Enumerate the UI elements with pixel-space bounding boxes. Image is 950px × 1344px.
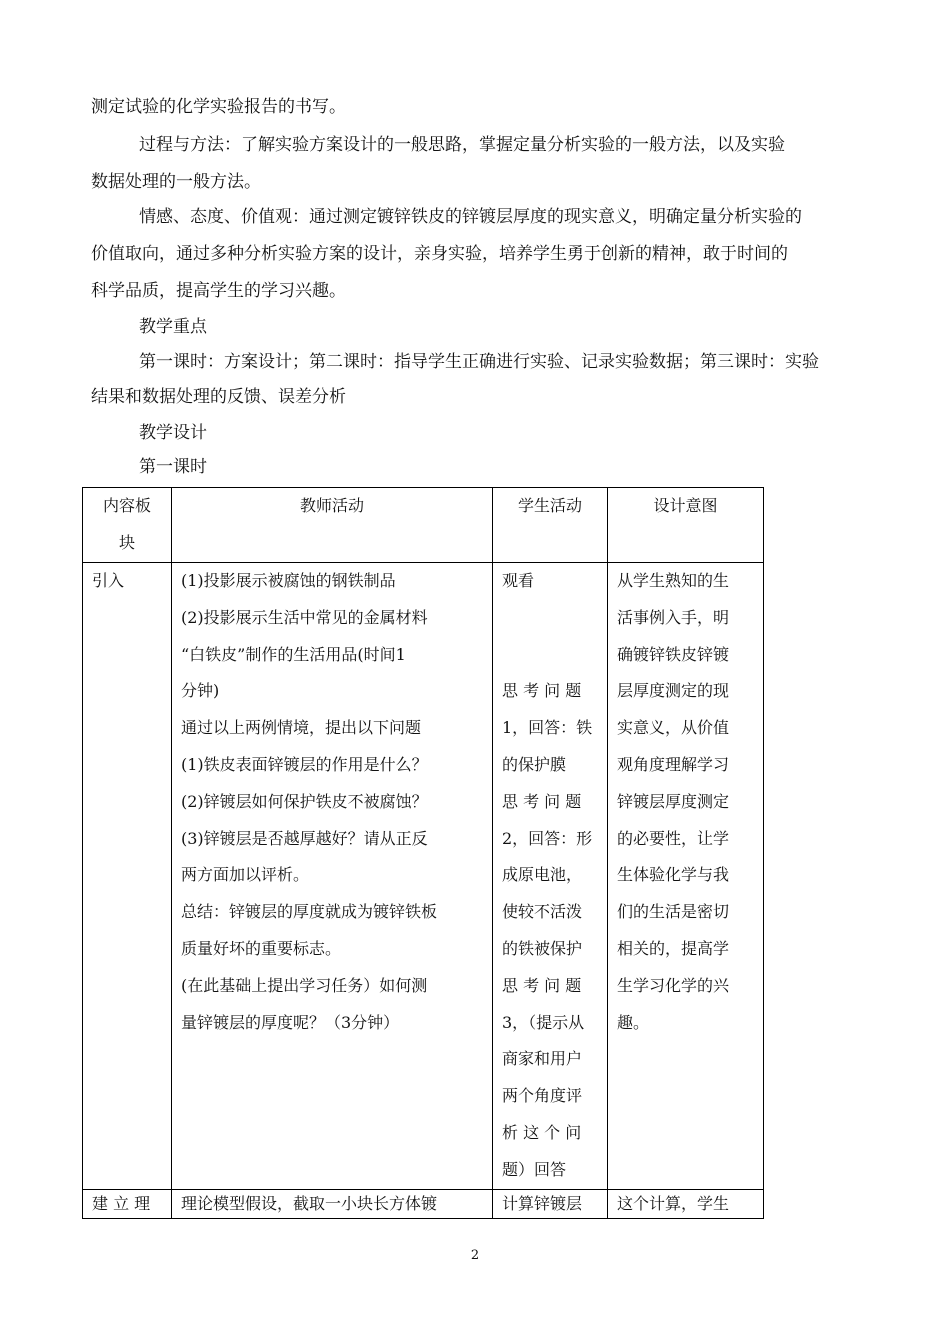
cell-text: 3，（提示从 (502, 1012, 585, 1032)
cell-text: 成原电池， (502, 865, 583, 885)
cell-text: (2)投影展示生活中常见的金属材料 (181, 607, 428, 627)
cell-text: 们的生活是密切 (617, 902, 730, 922)
cell-text: (3)锌镀层是否越厚越好？请从正反 (181, 828, 428, 848)
cell-text: 建 立 理 (92, 1193, 151, 1213)
page-number: 2 (470, 1248, 480, 1263)
paragraph-line: 情感、态度、价值观：通过测定镀锌铁皮的锌镀层厚度的现实意义，明确定量分析实验的 (139, 207, 802, 227)
cell-text: 量锌镀层的厚度呢？（3分钟） (181, 1012, 400, 1032)
cell-text: 的铁被保护 (502, 938, 583, 958)
cell-design-intent (608, 563, 764, 1190)
cell-text: 层厚度测定的现 (617, 681, 730, 701)
cell-text: 相关的，提高学 (617, 938, 730, 958)
header-label: 学生活动 (517, 496, 582, 515)
header-cell-student (493, 488, 608, 563)
paragraph-line: 数据处理的一般方法。 (91, 172, 261, 192)
cell-student-activity (493, 563, 608, 1190)
cell-text: 思 考 问 题 (502, 681, 582, 701)
cell-text: 析 这 个 问 (502, 1122, 582, 1142)
header-cell-content-block (83, 488, 172, 563)
header-label: 教师活动 (299, 496, 364, 515)
cell-text (493, 600, 607, 637)
header-label: 设计意图 (653, 496, 718, 515)
cell-teacher-activity (172, 563, 493, 1190)
cell-design-intent (608, 1189, 764, 1218)
paragraph-line: 结果和数据处理的反馈、误差分析 (91, 387, 346, 407)
cell-text: 这个计算，学生 (617, 1193, 730, 1213)
table-header-row (83, 488, 764, 563)
cell-text: 两方面加以评析。 (181, 865, 310, 885)
cell-text: 分钟) (181, 681, 220, 701)
section-heading: 第一课时 (139, 457, 207, 477)
cell-text: (1)铁皮表面锌镀层的作用是什么？ (181, 754, 428, 774)
section-heading: 教学重点 (139, 317, 207, 337)
cell-content-block (83, 1189, 172, 1218)
cell-student-activity (493, 1189, 608, 1218)
table-row (83, 1189, 764, 1218)
section-heading: 教学设计 (139, 423, 207, 443)
cell-text: 锌镀层厚度测定 (617, 791, 730, 811)
paragraph-line: 过程与方法：了解实验方案设计的一般思路，掌握定量分析实验的一般方法，以及实验 (139, 135, 785, 155)
cell-text: 商家和用户 (502, 1049, 583, 1069)
cell-text: 思 考 问 题 (502, 975, 582, 995)
header-cell-teacher (172, 488, 493, 563)
cell-text: 生学习化学的兴 (617, 975, 730, 995)
cell-text: 引入 (92, 571, 125, 590)
header-cell-intent (608, 488, 764, 563)
paragraph-line: 科学品质，提高学生的学习兴趣。 (91, 281, 346, 301)
cell-text: 题）回答 (502, 1159, 567, 1179)
cell-teacher-activity (172, 1189, 493, 1218)
cell-text: 观看 (502, 571, 535, 590)
lesson-table (82, 487, 764, 1219)
cell-text: 观角度理解学习 (617, 754, 730, 774)
paragraph-line: 测定试验的化学实验报告的书写。 (91, 97, 346, 117)
cell-text: 通过以上两例情境，提出以下问题 (181, 718, 422, 738)
cell-text (493, 637, 607, 674)
cell-text: “白铁皮”制作的生活用品(时间1 (181, 644, 406, 664)
cell-text: (1)投影展示被腐蚀的钢铁制品 (181, 571, 396, 590)
cell-text: 质量好坏的重要标志。 (181, 938, 342, 958)
table-row (83, 563, 764, 1190)
cell-text: 思 考 问 题 (502, 791, 582, 811)
cell-content-block (83, 563, 172, 1190)
cell-text: 确镀锌铁皮锌镀 (617, 644, 730, 664)
cell-text: 趣。 (617, 1012, 650, 1032)
cell-text: 的必要性，让学 (617, 828, 730, 848)
cell-text: 两个角度评 (502, 1086, 583, 1106)
cell-text: 实意义，从价值 (617, 718, 730, 738)
paragraph-line: 价值取向，通过多种分析实验方案的设计，亲身实验，培养学生勇于创新的精神，敢于时间的 (91, 244, 788, 264)
cell-text: 1，回答：铁 (502, 718, 593, 738)
cell-text: 生体验化学与我 (617, 865, 730, 885)
cell-text: 理论模型假设，截取一小块长方体镀 (181, 1193, 438, 1213)
cell-text: (在此基础上提出学习任务）如何测 (181, 975, 428, 995)
cell-text: 从学生熟知的生 (617, 571, 730, 590)
cell-text: 的保护膜 (502, 754, 567, 774)
cell-text: 活事例入手，明 (617, 607, 730, 627)
paragraph-line: 第一课时：方案设计；第二课时：指导学生正确进行实验、记录实验数据；第三课时：实验 (139, 352, 819, 372)
cell-text: 使较不活泼 (502, 902, 583, 922)
header-label: 内容板 (102, 496, 151, 515)
cell-text: 总结：锌镀层的厚度就成为镀锌铁板 (181, 902, 438, 922)
cell-text: 计算锌镀层 (502, 1193, 583, 1213)
header-label: 块 (118, 532, 135, 552)
cell-text: 2，回答：形 (502, 828, 593, 848)
cell-text: (2)锌镀层如何保护铁皮不被腐蚀？ (181, 791, 428, 811)
